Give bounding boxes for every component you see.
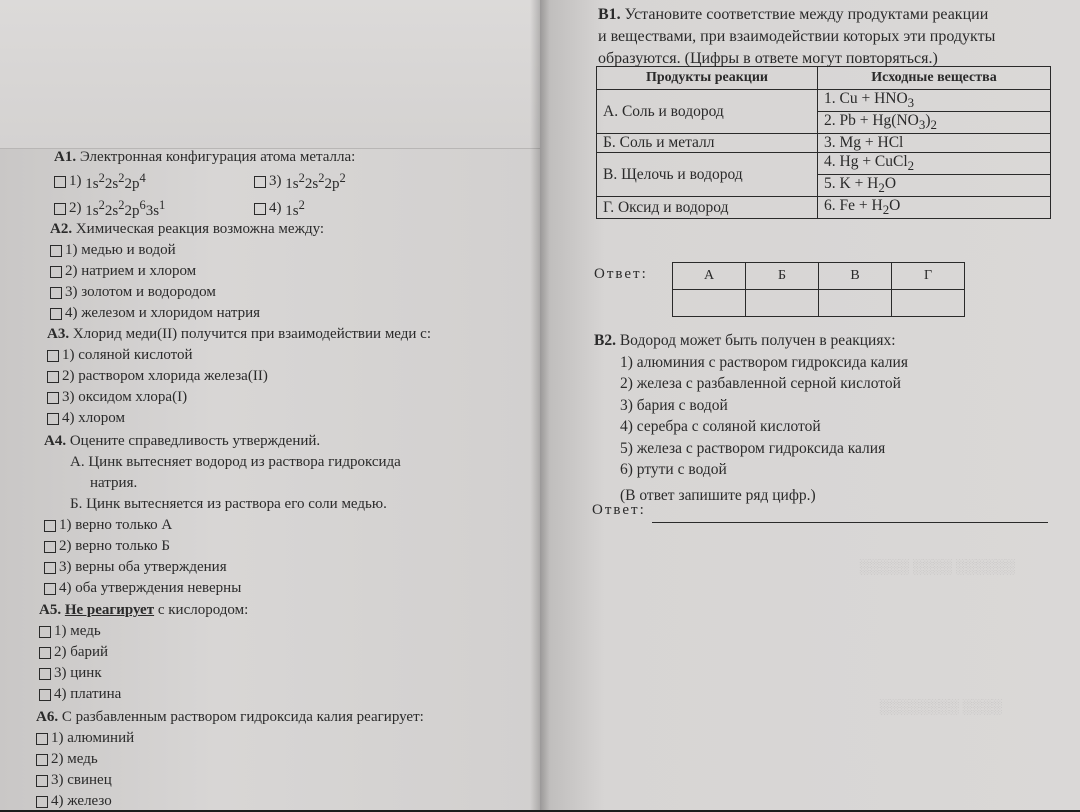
answer-cell-b[interactable] [746, 290, 819, 317]
option-a5-3[interactable]: 3) цинк [39, 663, 248, 684]
checkbox[interactable] [39, 668, 51, 680]
reagent-3: 3. Mg + HCl [818, 134, 1051, 153]
option-a1-1[interactable]: 1) $1s^22s^22p^4$ [54, 168, 254, 195]
checkbox[interactable] [44, 520, 56, 532]
bleed-through-text: ░░░░ ░░░░░░░░ [880, 700, 1003, 715]
col-header-reagents: Исходные вещества [818, 67, 1051, 90]
option-a3-2[interactable]: 2) раствором хлорида железа(II) [47, 366, 431, 387]
option-a2-1[interactable]: 1) медью и водой [50, 240, 324, 261]
option-a6-3[interactable]: 3) свинец [36, 770, 424, 791]
answer-col-v: В [819, 263, 892, 290]
checkbox[interactable] [44, 541, 56, 553]
reagent-5: 5. $K + H_2O$ [818, 175, 1051, 197]
b2-option-2: 2) железа с разбавленной серной кислотой [620, 375, 901, 392]
checkbox[interactable] [254, 203, 266, 215]
b2-option-1: 1) алюминия с раствором гидроксида калия [620, 353, 908, 371]
option-a4-3[interactable]: 3) верны оба утверждения [44, 557, 401, 578]
option-a4-4[interactable]: 4) оба утверждения неверны [44, 578, 401, 599]
answer-label-b2: Ответ: [592, 502, 646, 518]
option-a1-2[interactable]: 2) $1s^22s^22p^63s^1$ [54, 195, 254, 222]
answer-cell-a[interactable] [673, 290, 746, 317]
col-header-products: Продукты реакции [597, 67, 818, 90]
product-g: Г. Оксид и водород [597, 197, 818, 219]
b2-option-6: 6) ртути с водой [620, 461, 727, 478]
option-a1-3[interactable]: 3) $1s^22s^22p^2$ [254, 168, 454, 195]
b2-option-3: 3) бария с водой [620, 396, 728, 414]
checkbox[interactable] [44, 583, 56, 595]
reagent-2: 2. $Pb + Hg(NO_3)_2$ [818, 112, 1051, 134]
checkbox[interactable] [39, 647, 51, 659]
reagent-6: 6. $Fe + H_2O$ [818, 197, 1051, 219]
checkbox[interactable] [36, 754, 48, 766]
option-a4-1[interactable]: 1) верно только А [44, 515, 401, 536]
option-a4-2[interactable]: 2) верно только Б [44, 536, 401, 557]
question-a6: А6. С разбавленным раствором гидроксида калия реагирует: 1) алюминий 2) медь 3) свинец 4) железо [36, 707, 424, 812]
checkbox[interactable] [39, 626, 51, 638]
book-spine [530, 0, 550, 810]
answer-col-g: Г [892, 263, 965, 290]
checkbox[interactable] [36, 775, 48, 787]
question-b1-intro: В1. Установите соответствие между продуктами реакции и веществами, при взаимодействии которых эти продукты образуются. (Цифры в ответе могут повторяться.) [598, 6, 996, 67]
question-title: Электронная конфигурация атома металла: [79, 149, 356, 165]
b2-note: (В ответ запишите ряд цифр.) [620, 486, 816, 504]
question-a5: А5. Не реагирует с кислородом: 1) медь 2) барий 3) цинк 4) платина [39, 600, 248, 705]
question-a3: А3. Хлорид меди(II) получится при взаимодействии меди с: 1) соляной кислотой 2) раствором хлорида железа(II) 3) оксидом хлора(I) 4) хлором [47, 324, 431, 429]
product-b: Б. Соль и металл [597, 134, 818, 153]
checkbox[interactable] [36, 796, 48, 808]
reagent-1: 1. $Cu + HNO_3$ [818, 90, 1051, 112]
reagent-4: 4. Hg + CuCl$_2$ [818, 153, 1051, 175]
product-a: А. Соль и водород [597, 90, 818, 134]
answer-col-b: Б [746, 263, 819, 290]
b2-option-5: 5) железа с раствором гидроксида калия [620, 439, 886, 457]
answer-col-a: А [673, 263, 746, 290]
checkbox[interactable] [50, 266, 62, 278]
option-a3-1[interactable]: 1) соляной кислотой [47, 345, 431, 366]
checkbox[interactable] [50, 245, 62, 257]
option-a5-4[interactable]: 4) платина [39, 684, 248, 705]
option-a2-3[interactable]: 3) золотом и водородом [50, 282, 324, 303]
option-a5-1[interactable]: 1) медь [39, 621, 248, 642]
checkbox[interactable] [50, 287, 62, 299]
statement-a: А. Цинк вытесняет водород из раствора гидроксида [70, 454, 401, 470]
question-a2: А2. Химическая реакция возможна между: 1) медью и водой 2) натрием и хлором 3) золотом и водородом 4) железом и хлоридом натрия [50, 219, 324, 324]
option-a2-2[interactable]: 2) натрием и хлором [50, 261, 324, 282]
checkbox[interactable] [54, 203, 66, 215]
statement-b: Б. Цинк вытесняется из раствора его соли медью. [70, 496, 387, 512]
answer-cell-g[interactable] [892, 290, 965, 317]
answer-cell-v[interactable] [819, 290, 892, 317]
statement-a-cont: натрия. [90, 475, 138, 491]
checkbox[interactable] [39, 689, 51, 701]
option-a5-2[interactable]: 2) барий [39, 642, 248, 663]
option-a1-4[interactable]: 4) $1s^2$ [254, 195, 454, 222]
option-a6-4[interactable]: 4) железо [36, 791, 424, 812]
answer-label-b1: Ответ: [594, 266, 648, 282]
question-b2: В2. Водород может быть получен в реакциях: 1) алюминия с раствором гидроксида калия 2) железа с разбавленной серной кислотой 3) бария с водой 4) серебра с соляной кислотой 5) железа с раствором гидроксида калия 6) ртути с водой (В ответ запишите ряд цифр.) [594, 330, 908, 506]
answer-line-b2[interactable] [652, 522, 1048, 523]
checkbox[interactable] [47, 413, 59, 425]
option-a2-4[interactable]: 4) железом и хлоридом натрия [50, 303, 324, 324]
checkbox[interactable] [47, 371, 59, 383]
answer-grid-b1 [672, 262, 965, 317]
option-a3-4[interactable]: 4) хлором [47, 408, 431, 429]
bleed-through-text: ░░░░░░ ░░░░ ░░░░░ [860, 560, 1016, 575]
option-a3-3[interactable]: 3) оксидом хлора(I) [47, 387, 431, 408]
checkbox[interactable] [50, 308, 62, 320]
option-a6-1[interactable]: 1) алюминий [36, 728, 424, 749]
question-a1 [54, 147, 454, 222]
checkbox[interactable] [47, 350, 59, 362]
matching-table [596, 66, 1051, 219]
checkbox[interactable] [47, 392, 59, 404]
question-a4: А4. Оцените справедливость утверждений. А. Цинк вытесняет водород из раствора гидроксида натрия. Б. Цинк вытесняется из раствора его соли медью. 1) верно только А 2) верно только Б 3) верны оба утверждения 4) оба утверждения неверны [44, 431, 401, 599]
b2-option-4: 4) серебра с соляной кислотой [620, 418, 821, 435]
checkbox[interactable] [54, 176, 66, 188]
checkbox[interactable] [44, 562, 56, 574]
checkbox[interactable] [36, 733, 48, 745]
product-v: В. Щелочь и водород [597, 153, 818, 197]
folded-page-top [0, 0, 540, 149]
question-number: А1. [54, 149, 77, 165]
option-a6-2[interactable]: 2) медь [36, 749, 424, 770]
checkbox[interactable] [254, 176, 266, 188]
